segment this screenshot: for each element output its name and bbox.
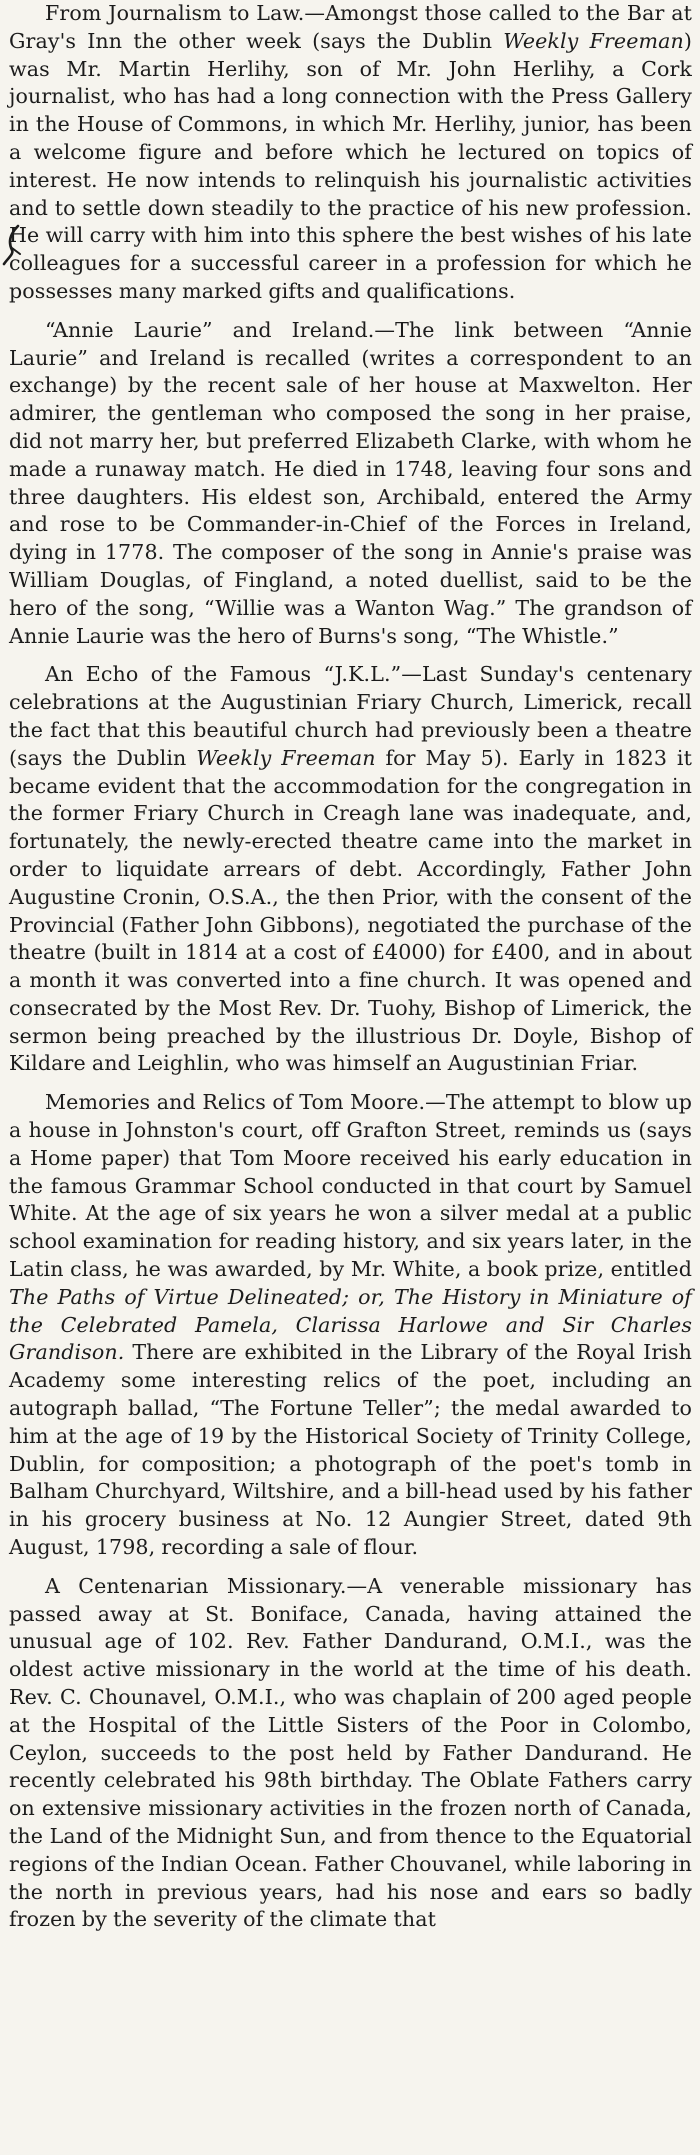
p3-text-a: An Echo of the Famous “J.K.L.”—Last Sunday's centenary celebrations at the Augustinian Friary Church, Limerick, recall the fact that this beautiful church had previously been a theatre (says the Dublin — [9, 662, 692, 770]
p1-text-a: From Journalism to Law.—Amongst those called to the Bar at Gray's Inn the other week (says the Dublin — [9, 1, 692, 53]
p4-text-b: There are exhibited in the Library of the Royal Irish Academy some interesting relics of the poet, including an autograph ballad, “The Fortune Teller”; the medal awarded to him at the age of 19 by the Historical Society of Trinity College, Dublin, for composition; a photograph of the poet's tomb in Balham Churchyard, Wiltshire, and a bill-head used by his father in his grocery business at No. 12 Aungier Street, dated 9th August, 1798, recording a sale of flour. — [9, 1340, 692, 1560]
paragraph-tom-moore — [9, 1089, 692, 1562]
p4-italic-title: The Paths of Virtue Delineated; or, The History in Miniature of the Celebrated Pamela, Clarissa Harlowe and Sir Charles Grandison. — [9, 1284, 692, 1365]
p3-italic-title: Weekly Freeman — [196, 745, 376, 770]
paragraph-journalism-to-law — [9, 0, 692, 306]
paragraph-centenarian-missionary — [9, 1573, 692, 1934]
paragraph-echo-jkl — [9, 661, 692, 1078]
p1-text-b: ) was Mr. Martin Herlihy, son of Mr. John Herlihy, a Cork journalist, who has had a long connection with the Press Gallery in the House of Commons, in which Mr. Herlihy, junior, has been a welcome figure and before which he lectured on topics of interest. He now intends to relinquish his journalistic activities and to settle down steadily to the practice of his new profession. He will carry with him into this sphere the best wishes of his late colleagues for a successful career in a profession for which he possesses many marked gifts and qualifications. — [9, 28, 692, 303]
p4-text-a: Memories and Relics of Tom Moore.—The attempt to blow up a house in Johnston's court, off Grafton Street, reminds us (says a Home paper) that Tom Moore received his early education in the famous Grammar School conducted in that court by Samuel White. At the age of six years he won a silver medal at a public school examination for reading history, and six years later, in the Latin class, he was awarded, by Mr. White, a book prize, entitled — [9, 1090, 692, 1282]
p2-text: “Annie Laurie” and Ireland.—The link between “Annie Laurie” and Ireland is recalled (writes a correspondent to an exchange) by the recent sale of her house at Maxwelton. Her admirer, the gentleman who composed the song in her praise, did not marry her, but preferred Elizabeth Clarke, with whom he made a runaway match. He died in 1748, leaving four sons and three daughters. His eldest son, Archibald, entered the Army and rose to be Commander-in-Chief of the Forces in Ireland, dying in 1778. The composer of the song in Annie's praise was William Douglas, of Fingland, a noted duellist, said to be the hero of the song, “Willie was a Wanton Wag.” The grandson of Annie Laurie was the hero of Burns's song, “The Whistle.” — [9, 317, 692, 648]
margin-pen-mark — [2, 224, 24, 272]
p1-italic-title: Weekly Freeman — [503, 28, 684, 53]
p5-text: A Centenarian Missionary.—A venerable missionary has passed away at St. Boniface, Canada, having attained the unusual age of 102. Rev. Father Dandurand, O.M.I., was the oldest active missionary in the world at the time of his death. Rev. C. Chounavel, O.M.I., who was chaplain of 200 aged people at the Hospital of the Little Sisters of the Poor in Colombo, Ceylon, succeeds to the post held by Father Dandurand. He recently celebrated his 98th birthday. The Oblate Fathers carry on extensive missionary activities in the frozen north of Canada, the Land of the Midnight Sun, and from thence to the Equatorial regions of the Indian Ocean. Father Chouvanel, while laboring in the north in previous years, had his nose and ears so badly frozen by the severity of the climate that — [9, 1573, 692, 1932]
p3-text-b: for May 5). Early in 1823 it became evident that the accommodation for the congregation in the former Friary Church in Creagh lane was inadequate, and, fortunately, the newly-erected theatre came into the market in order to liquidate arrears of debt. Accordingly, Father John Augustine Cronin, O.S.A., the then Prior, with the consent of the Provincial (Father John Gibbons), negotiated the purchase of the theatre (built in 1814 at a cost of £4000) for £400, and in about a month it was converted into a fine church. It was opened and consecrated by the Most Rev. Dr. Tuohy, Bishop of Limerick, the sermon being preached by the illustrious Dr. Doyle, Bishop of Kildare and Leighlin, who was himself an Augustinian Friar. — [9, 745, 692, 1076]
paragraph-annie-laurie — [9, 317, 692, 651]
